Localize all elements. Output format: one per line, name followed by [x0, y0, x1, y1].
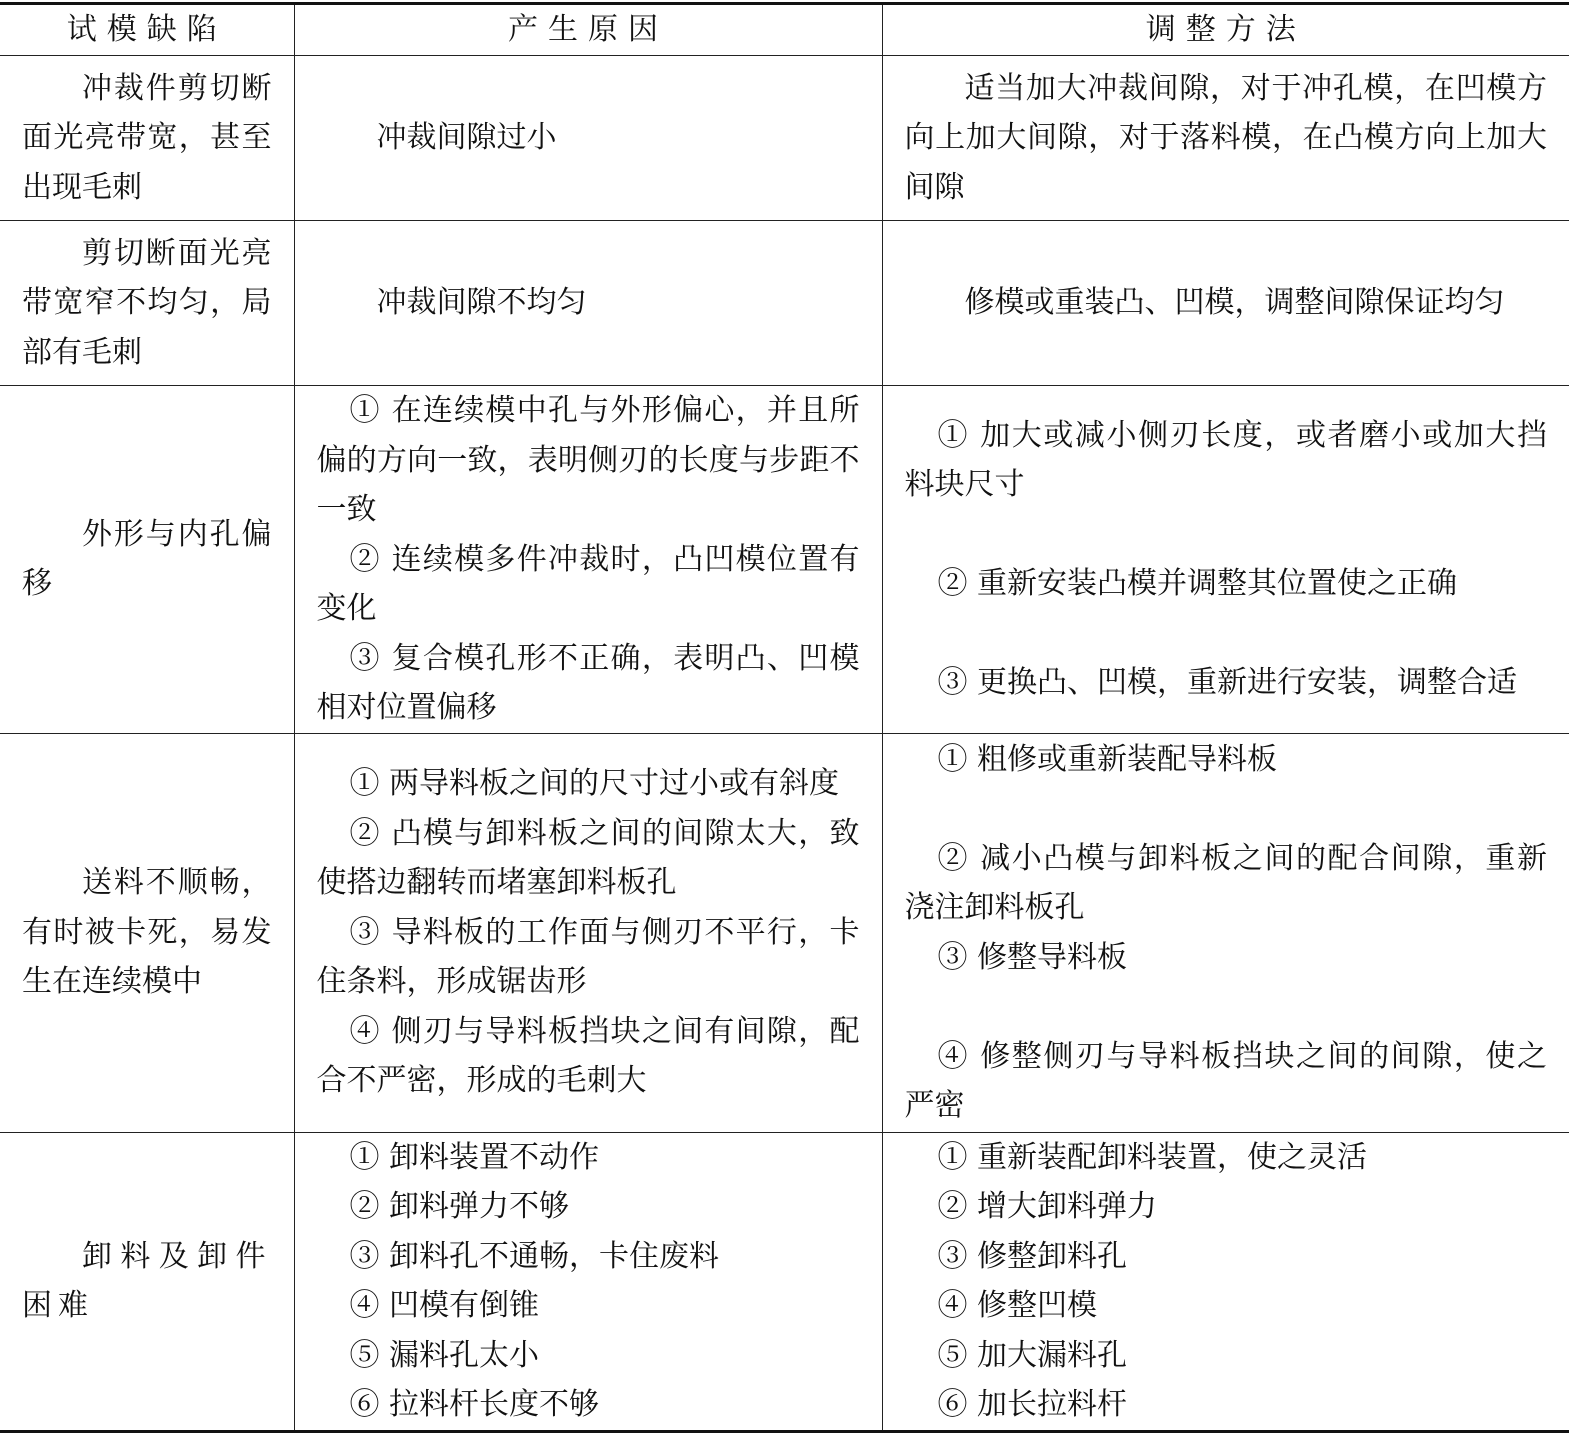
- fix-cell: 适当加大冲裁间隙，对于冲孔模，在凹模方向上加大间隙，对于落料模，在凸模方向上加大间隙: [882, 56, 1569, 221]
- fix-item: ③ 更换凸、凹模，重新进行安装，调整合适: [937, 665, 1518, 701]
- table-row: [0, 56, 1569, 221]
- header-fix: 调整方法: [882, 4, 1569, 56]
- cause-item: ③ 导料板的工作面与侧刃不平行，卡住条料，形成锯齿形: [316, 914, 860, 1000]
- fix-item: ② 减小凸模与卸料板之间的配合间隙，重新浇注卸料板孔: [904, 840, 1547, 925]
- cause-cell: 冲裁间隙不均匀: [294, 221, 882, 386]
- header-defect: 试模缺陷: [0, 4, 294, 56]
- fix-item: ② 增大卸料弹力: [937, 1189, 1158, 1224]
- defect-cell: 冲裁件剪切断面光亮带宽，甚至出现毛刺: [0, 56, 294, 221]
- cause-item: ⑥ 拉料杆长度不够: [349, 1387, 600, 1422]
- cause-item: ① 卸料装置不动作: [349, 1139, 600, 1175]
- fix-cell: [882, 733, 1569, 1132]
- fix-item: ④ 修整侧刃与导料板挡块之间的间隙，使之严密: [904, 1038, 1547, 1123]
- fix-cell: 修模或重装凸、凹模，调整间隙保证均匀: [882, 221, 1569, 386]
- fix-item: ⑤ 加大漏料孔: [937, 1337, 1128, 1373]
- cause-cell: [294, 1132, 882, 1431]
- cause-cell: [294, 386, 882, 734]
- cause-item: ② 连续模多件冲裁时，凸凹模位置有变化: [316, 541, 860, 626]
- table-row: [0, 1132, 1569, 1431]
- spacer: [905, 982, 1548, 1032]
- cause-item: ④ 侧刃与导料板挡块之间有间隙，配合不严密，形成的毛刺大: [316, 1013, 860, 1099]
- cause-item: ③ 复合模孔形不正确，表明凸、凹模相对位置偏移: [316, 640, 860, 725]
- fix-item: ① 加大或减小侧刃长度，或者磨小或加大挡料块尺寸: [904, 417, 1547, 503]
- header-row: [0, 4, 1569, 56]
- spacer: [905, 784, 1548, 834]
- defect-cell: 剪切断面光亮带宽窄不均匀，局部有毛刺: [0, 221, 294, 386]
- header-cause: 产生原因: [294, 4, 882, 56]
- cause-item: ① 两导料板之间的尺寸过小或有斜度: [349, 766, 840, 802]
- defect-cell: 卸料及卸件困难: [0, 1132, 294, 1431]
- cause-cell: 冲裁间隙过小: [294, 56, 882, 221]
- cause-item: ② 凸模与卸料板之间的间隙太大，致使搭边翻转而堵塞卸料板孔: [316, 815, 860, 901]
- cause-item: ③ 卸料孔不通畅，卡住废料: [349, 1238, 720, 1274]
- fix-item: ① 重新装配卸料装置，使之灵活: [937, 1139, 1368, 1175]
- cause-item: ② 卸料弹力不够: [349, 1189, 570, 1224]
- fix-item: ⑥ 加长拉料杆: [937, 1387, 1128, 1422]
- cause-item: ① 在连续模中孔与外形偏心，并且所偏的方向一致，表明侧刃的长度与步距不一致: [316, 393, 860, 527]
- troubleshooting-table: [0, 2, 1569, 1433]
- fix-item: ④ 修整凹模: [937, 1288, 1098, 1323]
- table-row: [0, 386, 1569, 734]
- fix-item: ① 粗修或重新装配导料板: [937, 741, 1278, 777]
- fix-cell: [882, 1132, 1569, 1431]
- fix-cell: [882, 386, 1569, 734]
- cause-item: ④ 凹模有倒锥: [349, 1288, 540, 1323]
- fix-item: ③ 修整卸料孔: [937, 1238, 1128, 1274]
- fix-item: ② 重新安装凸模并调整其位置使之正确: [937, 566, 1458, 602]
- defect-cell: 送料不顺畅，有时被卡死，易发生在连续模中: [0, 733, 294, 1132]
- cause-cell: [294, 733, 882, 1132]
- defect-cell: 外形与内孔偏移: [0, 386, 294, 734]
- table-row: [0, 733, 1569, 1132]
- fix-item: ③ 修整导料板: [937, 939, 1128, 975]
- spacer: [905, 510, 1548, 560]
- spacer: [905, 609, 1548, 659]
- table-row: [0, 221, 1569, 386]
- cause-item: ⑤ 漏料孔太小: [349, 1337, 540, 1373]
